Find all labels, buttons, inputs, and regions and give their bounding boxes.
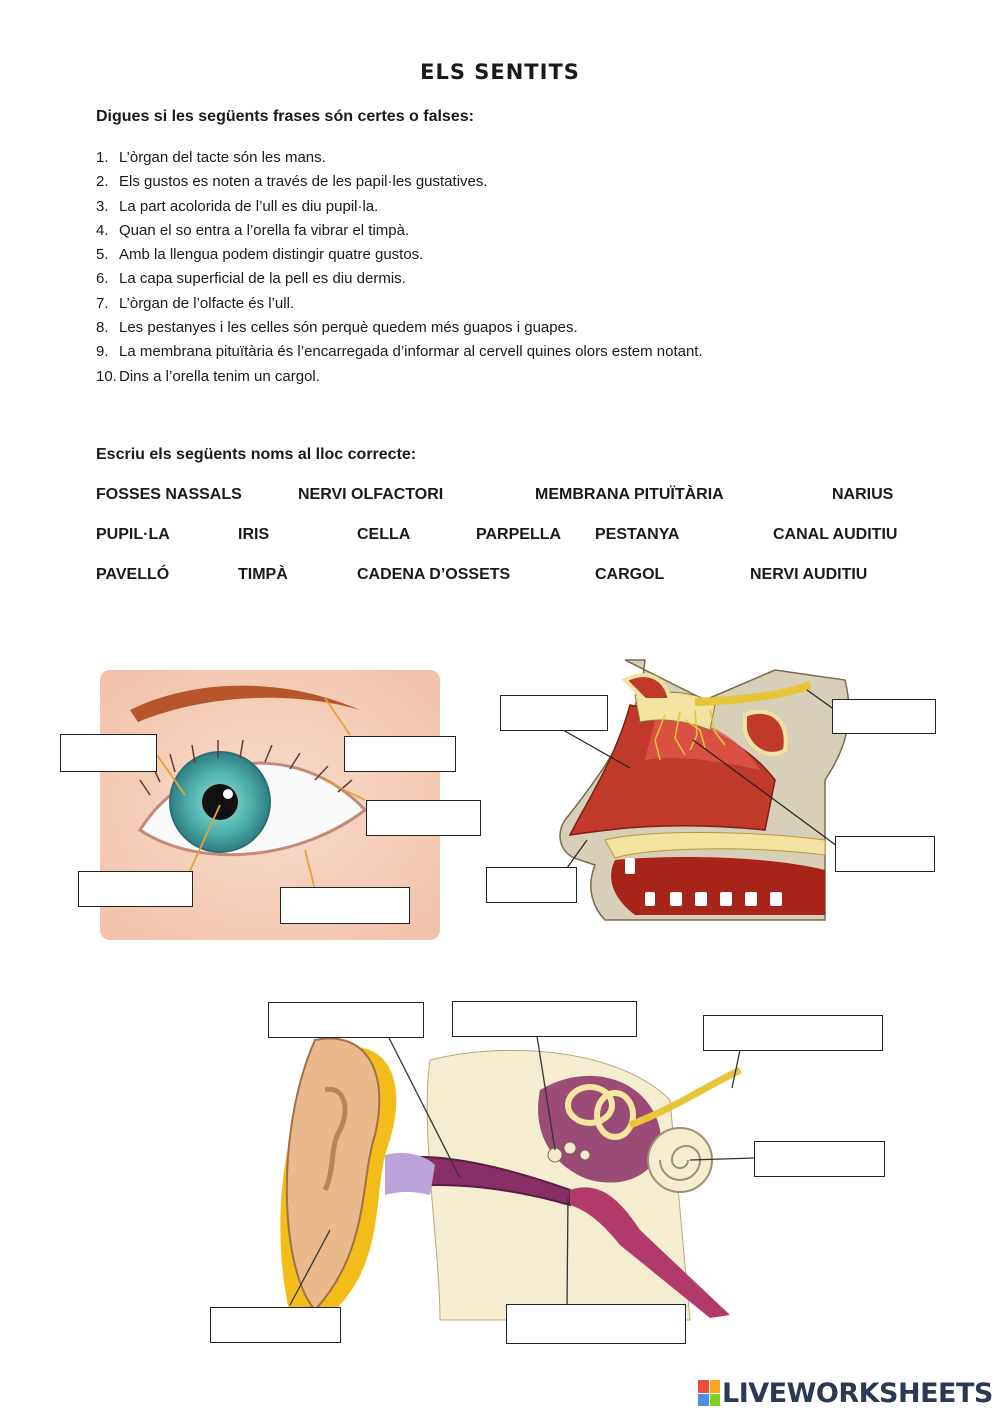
word-bank-item: TIMPÀ <box>238 566 288 583</box>
pinna-shape <box>287 1038 379 1310</box>
word-bank-item: CANAL AUDITIU <box>773 526 898 543</box>
logo-mark-letter <box>710 1394 721 1407</box>
ear-diagram <box>270 1030 740 1320</box>
page-title: ELS SENTITS <box>420 60 580 84</box>
word-bank-item: NERVI AUDITIU <box>750 566 868 583</box>
eye-label-box-bottom[interactable] <box>280 887 410 924</box>
ear-label-box-bottom-middle[interactable] <box>506 1304 686 1344</box>
nose-label-box-top-left[interactable] <box>500 695 608 731</box>
statement-item: 4. Quan el so entra a l’orella fa vibrar el timpà. <box>96 221 410 239</box>
word-bank-item: NERVI OLFACTORI <box>298 486 444 503</box>
word-bank-item: PESTANYA <box>595 526 680 543</box>
word-bank-item: NARIUS <box>832 486 894 503</box>
liveworksheets-logo <box>698 1376 993 1410</box>
statement-item: 2. Els gustos es noten a través de les papil·les gustatives. <box>96 173 488 191</box>
eye-label-box-bottom-left[interactable] <box>78 871 193 907</box>
nose-label-box-bottom-left[interactable] <box>486 867 577 903</box>
logo-mark-letter <box>710 1380 721 1393</box>
word-bank-item: CARGOL <box>595 566 665 583</box>
mouth-shape <box>611 857 825 915</box>
word-bank-item: PAVELLÓ <box>96 566 170 583</box>
statement-item: 6. La capa superficial de la pell es diu dermis. <box>96 270 406 288</box>
statements-list <box>96 146 703 389</box>
statement-item: 3. La part acolorida de l’ull es diu pupil·la. <box>96 197 379 215</box>
logo-mark-letter <box>698 1380 709 1393</box>
word-bank-item: FOSSES NASSALS <box>96 486 242 503</box>
pupil-shape <box>202 784 238 820</box>
word-bank-item: CADENA D’OSSETS <box>357 566 511 583</box>
word-bank-item: PUPIL·LA <box>96 526 170 543</box>
word-bank-item: MEMBRANA PITUÏTÀRIA <box>535 486 724 503</box>
section1-instruction: Digues si les següents frases són certes o falses: <box>96 108 474 125</box>
ear-label-box-top-middle[interactable] <box>452 1001 637 1037</box>
nose-label-box-top-right[interactable] <box>832 699 936 734</box>
logo-text: LIVEWORKSHEETS <box>722 1377 993 1409</box>
statement-item: 1. L’òrgan del tacte són les mans. <box>96 149 326 166</box>
word-bank-item: PARPELLA <box>476 526 562 543</box>
statement-item: 5. Amb la llengua podem distingir quatre gustos. <box>96 246 424 264</box>
eye-label-box-left[interactable] <box>60 734 157 772</box>
nose-label-box-right[interactable] <box>835 836 935 872</box>
statement-item: 9. La membrana pituïtària és l’encarregada d’informar al cervell quines olors estem notant. <box>96 343 703 361</box>
word-bank-item: CELLA <box>357 526 411 543</box>
ear-label-box-top-left[interactable] <box>268 1002 424 1038</box>
ear-label-box-top-right[interactable] <box>703 1015 883 1051</box>
ear-label-box-bottom-left[interactable] <box>210 1307 341 1343</box>
logo-mark-letter <box>698 1394 709 1407</box>
word-bank-item: IRIS <box>238 526 270 543</box>
statement-item: 7. L’òrgan de l’olfacte és l’ull. <box>96 294 295 312</box>
eye-label-box-top-right[interactable] <box>344 736 456 772</box>
section2-instruction: Escriu els següents noms al lloc correcte: <box>96 446 417 463</box>
eye-label-box-right[interactable] <box>366 800 481 836</box>
ear-label-box-right[interactable] <box>754 1141 885 1177</box>
statement-item: 8. Les pestanyes i les celles són perquè quedem més guapos i guapes. <box>96 319 578 337</box>
statement-item: 10. Dins a l’orella tenim un cargol. <box>96 367 320 385</box>
logo-mark-icon <box>698 1380 720 1406</box>
